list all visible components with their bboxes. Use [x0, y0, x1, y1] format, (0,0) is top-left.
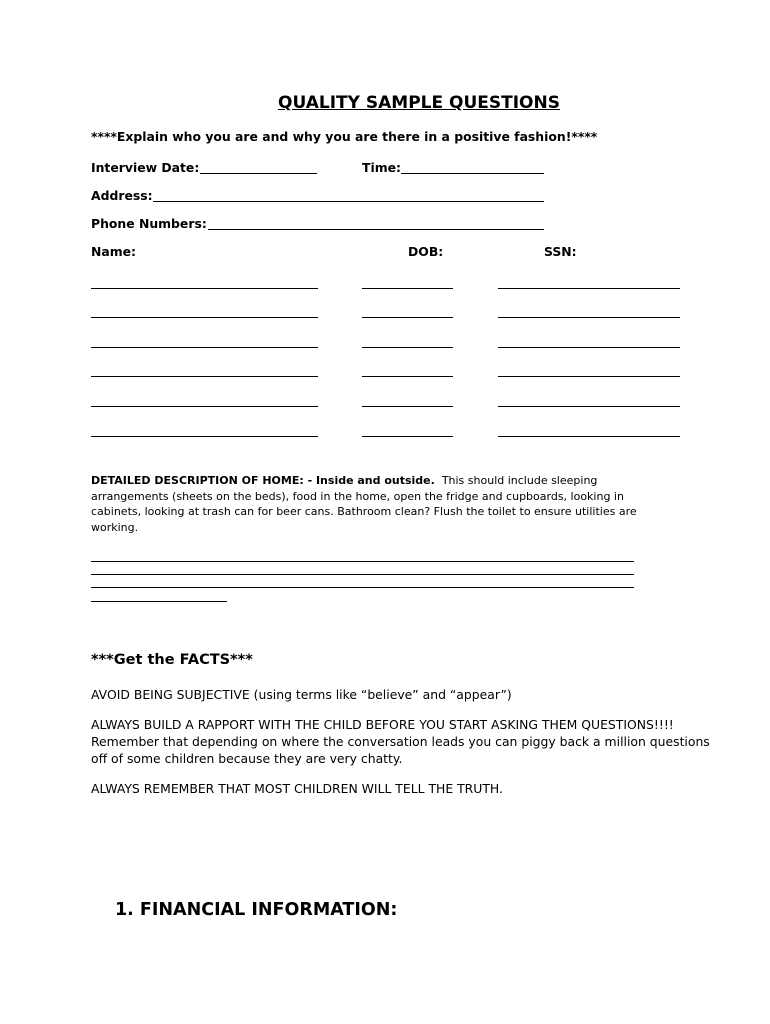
name-blank[interactable] [91, 436, 318, 437]
page-title: QUALITY SAMPLE QUESTIONS [278, 93, 560, 113]
home-description [91, 473, 671, 535]
phone-numbers-blank[interactable] [208, 229, 544, 230]
writing-line[interactable] [91, 587, 634, 588]
ssn-column-header: SSN: [544, 244, 577, 259]
paragraph-avoid-subjective: AVOID BEING SUBJECTIVE (using terms like “believe” and “appear”) [91, 687, 512, 702]
section-heading-financial [115, 900, 397, 920]
time-label: Time: [362, 160, 401, 175]
interview-date-blank[interactable] [200, 173, 317, 174]
ssn-blank[interactable] [498, 376, 680, 377]
name-blank[interactable] [91, 317, 318, 318]
ssn-blank[interactable] [498, 347, 680, 348]
ssn-blank[interactable] [498, 317, 680, 318]
writing-line[interactable] [91, 601, 227, 602]
phone-numbers-label: Phone Numbers: [91, 216, 207, 231]
time-blank[interactable] [401, 173, 544, 174]
intro-instruction: ****Explain who you are and why you are there in a positive fashion!**** [91, 129, 598, 144]
name-column-header: Name: [91, 244, 137, 259]
dob-blank[interactable] [362, 317, 453, 318]
writing-line[interactable] [91, 561, 634, 562]
dob-blank[interactable] [362, 347, 453, 348]
section-title: FINANCIAL INFORMATION: [139, 900, 398, 920]
dob-blank[interactable] [362, 376, 453, 377]
section-number: 1. [115, 900, 134, 920]
name-blank[interactable] [91, 376, 318, 377]
address-label: Address: [91, 188, 153, 203]
writing-line[interactable] [91, 574, 634, 575]
ssn-blank[interactable] [498, 436, 680, 437]
name-blank[interactable] [91, 347, 318, 348]
dob-blank[interactable] [362, 406, 453, 407]
dob-column-header: DOB: [408, 244, 444, 259]
interview-date-label: Interview Date: [91, 160, 200, 175]
dob-blank[interactable] [362, 288, 453, 289]
paragraph-build-rapport: ALWAYS BUILD A RAPPORT WITH THE CHILD BEFORE YOU START ASKING THEM QUESTIONS!!!! Remember that depending on where the conversation leads you can piggy back a million questions off of some children because they are very chatty. [91, 717, 710, 766]
facts-heading: ***Get the FACTS*** [91, 652, 253, 668]
home-description-heading: DETAILED DESCRIPTION OF HOME: - Inside and outside. [91, 474, 435, 487]
name-blank[interactable] [91, 288, 318, 289]
name-blank[interactable] [91, 406, 318, 407]
ssn-blank[interactable] [498, 406, 680, 407]
home-description-body: This should include sleeping arrangements (sheets on the beds), food in the home, open the fridge and cupboards, looking in cabinets, looking at trash can for beer cans. Bathroom clean? Flush the toilet to ensure utilities are working. [91, 474, 637, 534]
dob-blank[interactable] [362, 436, 453, 437]
ssn-blank[interactable] [498, 288, 680, 289]
paragraph-children-truth: ALWAYS REMEMBER THAT MOST CHILDREN WILL TELL THE TRUTH. [91, 781, 503, 796]
address-blank[interactable] [153, 201, 544, 202]
